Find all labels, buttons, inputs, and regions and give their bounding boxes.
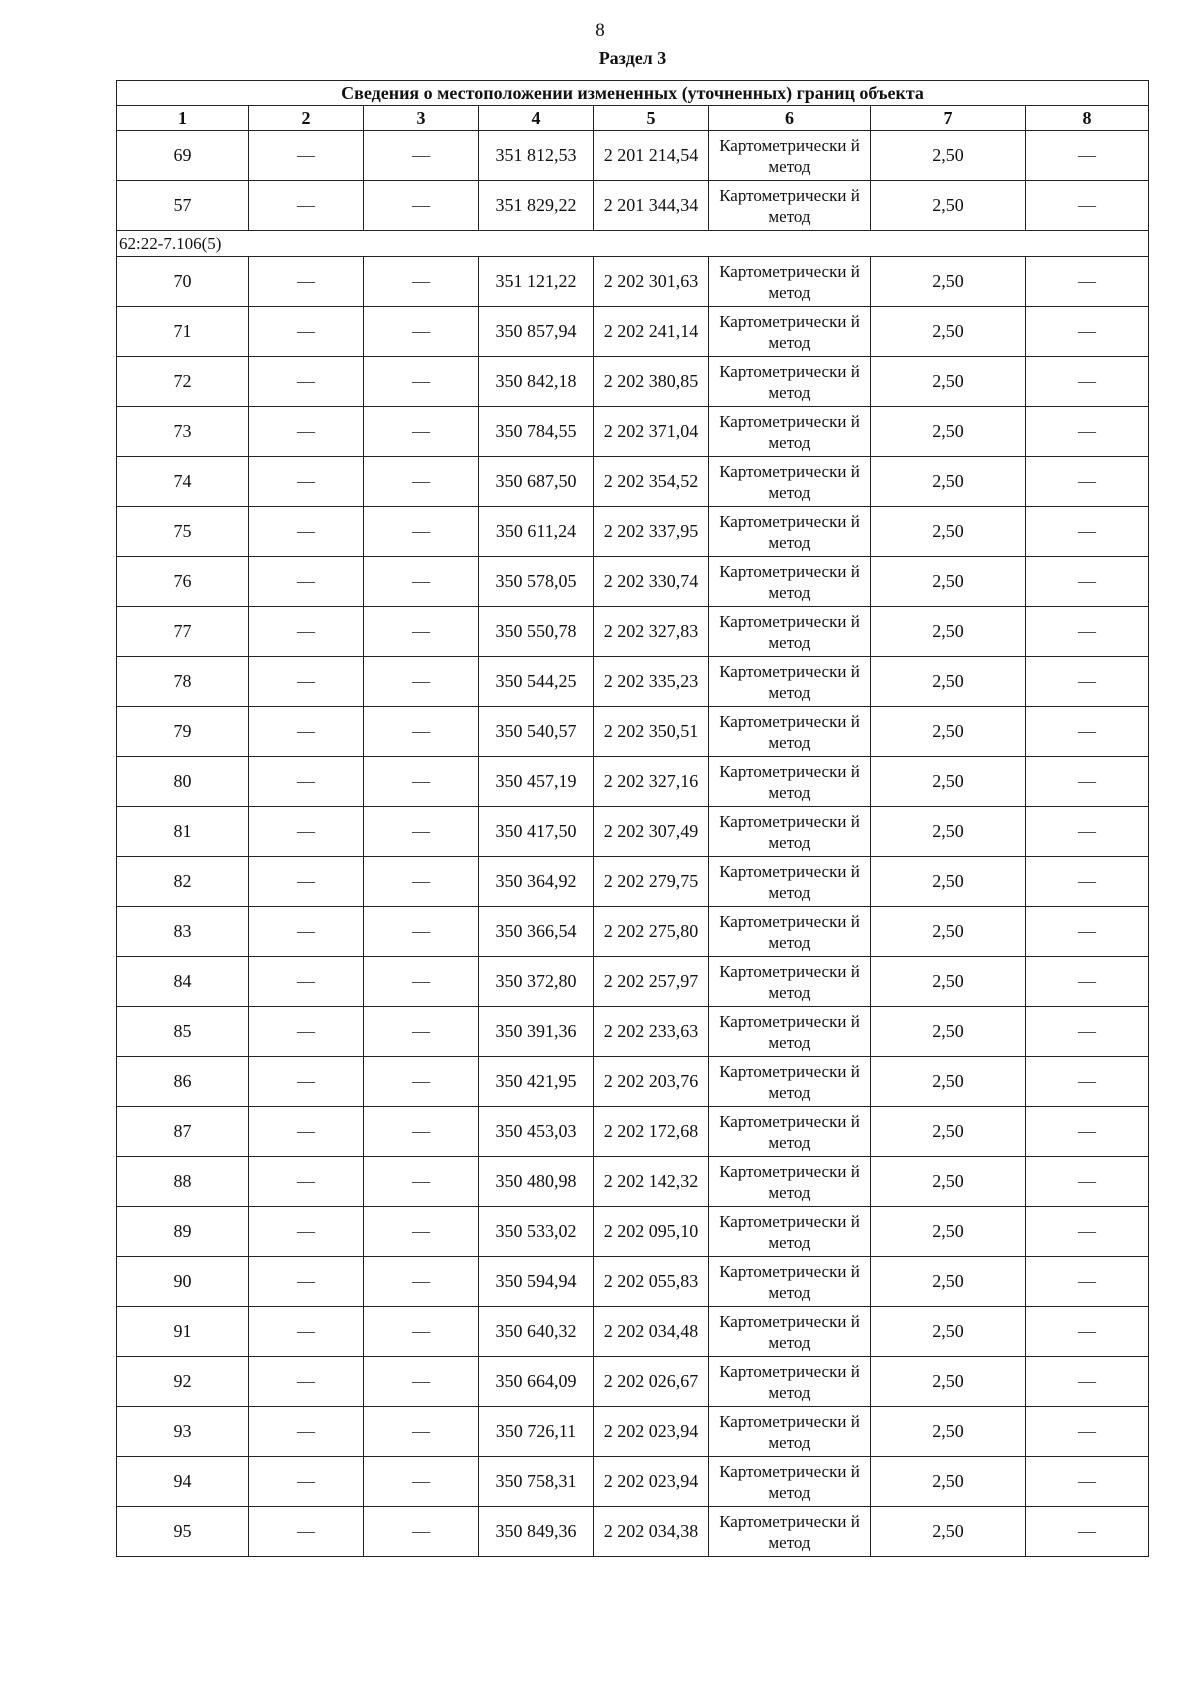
col2-cell: — xyxy=(249,957,364,1007)
coord-y-cell: 2 202 307,49 xyxy=(594,807,709,857)
group-label: 62:22-7.106(5) xyxy=(117,231,1149,257)
col2-cell: — xyxy=(249,1407,364,1457)
boundary-coordinates-table xyxy=(116,80,1149,1557)
coord-y-cell: 2 202 335,23 xyxy=(594,657,709,707)
method-cell: Картометрически й метод xyxy=(709,257,871,307)
accuracy-cell: 2,50 xyxy=(871,407,1026,457)
coord-y-cell: 2 202 279,75 xyxy=(594,857,709,907)
col2-cell: — xyxy=(249,131,364,181)
coord-x-cell: 350 366,54 xyxy=(479,907,594,957)
col3-cell: — xyxy=(364,1257,479,1307)
col3-cell: — xyxy=(364,407,479,457)
col8-cell: — xyxy=(1026,257,1149,307)
col8-cell: — xyxy=(1026,1407,1149,1457)
accuracy-cell: 2,50 xyxy=(871,1107,1026,1157)
col8-cell: — xyxy=(1026,131,1149,181)
coord-y-cell: 2 202 330,74 xyxy=(594,557,709,607)
point-number-cell: 89 xyxy=(117,1207,249,1257)
coord-y-cell: 2 202 257,97 xyxy=(594,957,709,1007)
col8-cell: — xyxy=(1026,457,1149,507)
point-number-cell: 75 xyxy=(117,507,249,557)
accuracy-cell: 2,50 xyxy=(871,857,1026,907)
col3-cell: — xyxy=(364,1107,479,1157)
table-row xyxy=(117,357,1149,407)
accuracy-cell: 2,50 xyxy=(871,607,1026,657)
table-row xyxy=(117,907,1149,957)
point-number-cell: 93 xyxy=(117,1407,249,1457)
table-row xyxy=(117,1457,1149,1507)
coord-y-cell: 2 202 380,85 xyxy=(594,357,709,407)
table-row xyxy=(117,557,1149,607)
coord-x-cell: 350 611,24 xyxy=(479,507,594,557)
table-row xyxy=(117,1257,1149,1307)
accuracy-cell: 2,50 xyxy=(871,1157,1026,1207)
col2-cell: — xyxy=(249,507,364,557)
coord-y-cell: 2 201 344,34 xyxy=(594,181,709,231)
accuracy-cell: 2,50 xyxy=(871,957,1026,1007)
col8-cell: — xyxy=(1026,707,1149,757)
column-number: 1 xyxy=(117,106,249,131)
accuracy-cell: 2,50 xyxy=(871,181,1026,231)
method-cell: Картометрически й метод xyxy=(709,507,871,557)
col3-cell: — xyxy=(364,257,479,307)
method-cell: Картометрически й метод xyxy=(709,1057,871,1107)
coord-x-cell: 350 421,95 xyxy=(479,1057,594,1107)
coord-y-cell: 2 202 172,68 xyxy=(594,1107,709,1157)
group-row xyxy=(117,231,1149,257)
accuracy-cell: 2,50 xyxy=(871,907,1026,957)
table-row xyxy=(117,957,1149,1007)
accuracy-cell: 2,50 xyxy=(871,1507,1026,1557)
col3-cell: — xyxy=(364,357,479,407)
point-number-cell: 86 xyxy=(117,1057,249,1107)
coord-x-cell: 350 758,31 xyxy=(479,1457,594,1507)
accuracy-cell: 2,50 xyxy=(871,1207,1026,1257)
table-body xyxy=(117,131,1149,1557)
col2-cell: — xyxy=(249,357,364,407)
col8-cell: — xyxy=(1026,907,1149,957)
col2-cell: — xyxy=(249,307,364,357)
method-cell: Картометрически й метод xyxy=(709,657,871,707)
col2-cell: — xyxy=(249,757,364,807)
accuracy-cell: 2,50 xyxy=(871,657,1026,707)
table-row xyxy=(117,607,1149,657)
point-number-cell: 71 xyxy=(117,307,249,357)
col8-cell: — xyxy=(1026,1207,1149,1257)
coord-y-cell: 2 202 142,32 xyxy=(594,1157,709,1207)
method-cell: Картометрически й метод xyxy=(709,1457,871,1507)
col3-cell: — xyxy=(364,1007,479,1057)
coord-y-cell: 2 202 055,83 xyxy=(594,1257,709,1307)
point-number-cell: 69 xyxy=(117,131,249,181)
col3-cell: — xyxy=(364,1357,479,1407)
accuracy-cell: 2,50 xyxy=(871,807,1026,857)
method-cell: Картометрически й метод xyxy=(709,957,871,1007)
col3-cell: — xyxy=(364,1457,479,1507)
coord-y-cell: 2 202 327,83 xyxy=(594,607,709,657)
accuracy-cell: 2,50 xyxy=(871,257,1026,307)
accuracy-cell: 2,50 xyxy=(871,1057,1026,1107)
point-number-cell: 72 xyxy=(117,357,249,407)
method-cell: Картометрически й метод xyxy=(709,1257,871,1307)
accuracy-cell: 2,50 xyxy=(871,457,1026,507)
point-number-cell: 76 xyxy=(117,557,249,607)
col3-cell: — xyxy=(364,507,479,557)
col3-cell: — xyxy=(364,1057,479,1107)
col2-cell: — xyxy=(249,1507,364,1557)
col8-cell: — xyxy=(1026,1457,1149,1507)
col8-cell: — xyxy=(1026,657,1149,707)
col3-cell: — xyxy=(364,1307,479,1357)
method-cell: Картометрически й метод xyxy=(709,707,871,757)
method-cell: Картометрически й метод xyxy=(709,557,871,607)
col3-cell: — xyxy=(364,657,479,707)
col3-cell: — xyxy=(364,557,479,607)
method-cell: Картометрически й метод xyxy=(709,1207,871,1257)
coord-y-cell: 2 202 026,67 xyxy=(594,1357,709,1407)
method-cell: Картометрически й метод xyxy=(709,1357,871,1407)
method-cell: Картометрически й метод xyxy=(709,1407,871,1457)
accuracy-cell: 2,50 xyxy=(871,1257,1026,1307)
accuracy-cell: 2,50 xyxy=(871,1007,1026,1057)
coord-x-cell: 350 842,18 xyxy=(479,357,594,407)
point-number-cell: 95 xyxy=(117,1507,249,1557)
coord-y-cell: 2 202 241,14 xyxy=(594,307,709,357)
coord-y-cell: 2 202 023,94 xyxy=(594,1457,709,1507)
accuracy-cell: 2,50 xyxy=(871,1407,1026,1457)
table-row xyxy=(117,657,1149,707)
point-number-cell: 81 xyxy=(117,807,249,857)
col3-cell: — xyxy=(364,707,479,757)
table-row xyxy=(117,1157,1149,1207)
col8-cell: — xyxy=(1026,757,1149,807)
col2-cell: — xyxy=(249,1307,364,1357)
point-number-cell: 57 xyxy=(117,181,249,231)
point-number-cell: 73 xyxy=(117,407,249,457)
column-number: 5 xyxy=(594,106,709,131)
coord-x-cell: 351 829,22 xyxy=(479,181,594,231)
col8-cell: — xyxy=(1026,607,1149,657)
coord-y-cell: 2 202 203,76 xyxy=(594,1057,709,1107)
col3-cell: — xyxy=(364,957,479,1007)
coord-x-cell: 351 121,22 xyxy=(479,257,594,307)
table-row xyxy=(117,857,1149,907)
coord-x-cell: 350 726,11 xyxy=(479,1407,594,1457)
col2-cell: — xyxy=(249,1157,364,1207)
point-number-cell: 83 xyxy=(117,907,249,957)
col8-cell: — xyxy=(1026,1057,1149,1107)
method-cell: Картометрически й метод xyxy=(709,407,871,457)
table-row xyxy=(117,181,1149,231)
table-row xyxy=(117,407,1149,457)
coord-x-cell: 350 457,19 xyxy=(479,757,594,807)
coord-y-cell: 2 202 337,95 xyxy=(594,507,709,557)
col8-cell: — xyxy=(1026,1307,1149,1357)
method-cell: Картометрически й метод xyxy=(709,1157,871,1207)
col2-cell: — xyxy=(249,407,364,457)
col2-cell: — xyxy=(249,707,364,757)
col3-cell: — xyxy=(364,757,479,807)
col2-cell: — xyxy=(249,857,364,907)
coord-x-cell: 350 594,94 xyxy=(479,1257,594,1307)
table-row xyxy=(117,1507,1149,1557)
table-row xyxy=(117,1307,1149,1357)
col2-cell: — xyxy=(249,1457,364,1507)
col8-cell: — xyxy=(1026,307,1149,357)
coord-x-cell: 350 664,09 xyxy=(479,1357,594,1407)
coord-x-cell: 350 417,50 xyxy=(479,807,594,857)
col3-cell: — xyxy=(364,1207,479,1257)
method-cell: Картометрически й метод xyxy=(709,1507,871,1557)
table-row xyxy=(117,507,1149,557)
table-row xyxy=(117,457,1149,507)
col3-cell: — xyxy=(364,607,479,657)
coord-y-cell: 2 202 301,63 xyxy=(594,257,709,307)
col8-cell: — xyxy=(1026,1007,1149,1057)
method-cell: Картометрически й метод xyxy=(709,807,871,857)
method-cell: Картометрически й метод xyxy=(709,357,871,407)
method-cell: Картометрически й метод xyxy=(709,1007,871,1057)
coord-y-cell: 2 202 350,51 xyxy=(594,707,709,757)
col3-cell: — xyxy=(364,1157,479,1207)
table-row xyxy=(117,1007,1149,1057)
col8-cell: — xyxy=(1026,957,1149,1007)
accuracy-cell: 2,50 xyxy=(871,507,1026,557)
accuracy-cell: 2,50 xyxy=(871,757,1026,807)
col3-cell: — xyxy=(364,907,479,957)
coord-y-cell: 2 202 371,04 xyxy=(594,407,709,457)
column-number: 6 xyxy=(709,106,871,131)
coord-y-cell: 2 202 023,94 xyxy=(594,1407,709,1457)
col2-cell: — xyxy=(249,557,364,607)
point-number-cell: 94 xyxy=(117,1457,249,1507)
method-cell: Картометрически й метод xyxy=(709,857,871,907)
accuracy-cell: 2,50 xyxy=(871,131,1026,181)
coord-x-cell: 350 578,05 xyxy=(479,557,594,607)
col8-cell: — xyxy=(1026,807,1149,857)
col8-cell: — xyxy=(1026,407,1149,457)
column-number: 8 xyxy=(1026,106,1149,131)
table-row xyxy=(117,307,1149,357)
col2-cell: — xyxy=(249,807,364,857)
col8-cell: — xyxy=(1026,1507,1149,1557)
col2-cell: — xyxy=(249,657,364,707)
column-number: 3 xyxy=(364,106,479,131)
table-row xyxy=(117,131,1149,181)
table-row xyxy=(117,757,1149,807)
method-cell: Картометрически й метод xyxy=(709,757,871,807)
accuracy-cell: 2,50 xyxy=(871,707,1026,757)
col2-cell: — xyxy=(249,1207,364,1257)
col3-cell: — xyxy=(364,857,479,907)
coord-x-cell: 350 364,92 xyxy=(479,857,594,907)
column-number: 2 xyxy=(249,106,364,131)
coord-x-cell: 350 372,80 xyxy=(479,957,594,1007)
coord-y-cell: 2 202 034,48 xyxy=(594,1307,709,1357)
col3-cell: — xyxy=(364,131,479,181)
coord-x-cell: 350 540,57 xyxy=(479,707,594,757)
coord-y-cell: 2 202 354,52 xyxy=(594,457,709,507)
col2-cell: — xyxy=(249,457,364,507)
coord-y-cell: 2 202 327,16 xyxy=(594,757,709,807)
coord-x-cell: 350 533,02 xyxy=(479,1207,594,1257)
point-number-cell: 74 xyxy=(117,457,249,507)
col8-cell: — xyxy=(1026,507,1149,557)
point-number-cell: 78 xyxy=(117,657,249,707)
method-cell: Картометрически й метод xyxy=(709,1307,871,1357)
col8-cell: — xyxy=(1026,1107,1149,1157)
point-number-cell: 70 xyxy=(117,257,249,307)
table-row xyxy=(117,1107,1149,1157)
col3-cell: — xyxy=(364,307,479,357)
col8-cell: — xyxy=(1026,1257,1149,1307)
col3-cell: — xyxy=(364,1407,479,1457)
table-row xyxy=(117,1407,1149,1457)
table-row xyxy=(117,1357,1149,1407)
point-number-cell: 87 xyxy=(117,1107,249,1157)
column-number: 4 xyxy=(479,106,594,131)
point-number-cell: 77 xyxy=(117,607,249,657)
table-row xyxy=(117,807,1149,857)
accuracy-cell: 2,50 xyxy=(871,357,1026,407)
table-row xyxy=(117,257,1149,307)
accuracy-cell: 2,50 xyxy=(871,557,1026,607)
point-number-cell: 85 xyxy=(117,1007,249,1057)
coord-x-cell: 350 849,36 xyxy=(479,1507,594,1557)
method-cell: Картометрически й метод xyxy=(709,181,871,231)
col3-cell: — xyxy=(364,457,479,507)
col8-cell: — xyxy=(1026,181,1149,231)
accuracy-cell: 2,50 xyxy=(871,1357,1026,1407)
accuracy-cell: 2,50 xyxy=(871,1457,1026,1507)
coord-x-cell: 350 857,94 xyxy=(479,307,594,357)
col2-cell: — xyxy=(249,607,364,657)
method-cell: Картометрически й метод xyxy=(709,457,871,507)
point-number-cell: 88 xyxy=(117,1157,249,1207)
coord-x-cell: 350 784,55 xyxy=(479,407,594,457)
point-number-cell: 84 xyxy=(117,957,249,1007)
coord-y-cell: 2 202 233,63 xyxy=(594,1007,709,1057)
table-row xyxy=(117,1207,1149,1257)
accuracy-cell: 2,50 xyxy=(871,1307,1026,1357)
col8-cell: — xyxy=(1026,557,1149,607)
accuracy-cell: 2,50 xyxy=(871,307,1026,357)
col3-cell: — xyxy=(364,181,479,231)
section-title: Раздел 3 xyxy=(598,48,667,68)
col3-cell: — xyxy=(364,1507,479,1557)
point-number-cell: 90 xyxy=(117,1257,249,1307)
coord-x-cell: 351 812,53 xyxy=(479,131,594,181)
coord-x-cell: 350 544,25 xyxy=(479,657,594,707)
method-cell: Картометрически й метод xyxy=(709,607,871,657)
coord-x-cell: 350 640,32 xyxy=(479,1307,594,1357)
table-row xyxy=(117,1057,1149,1107)
coord-x-cell: 350 391,36 xyxy=(479,1007,594,1057)
coord-x-cell: 350 550,78 xyxy=(479,607,594,657)
coord-y-cell: 2 201 214,54 xyxy=(594,131,709,181)
col2-cell: — xyxy=(249,907,364,957)
method-cell: Картометрически й метод xyxy=(709,1107,871,1157)
point-number-cell: 79 xyxy=(117,707,249,757)
method-cell: Картометрически й метод xyxy=(709,131,871,181)
col8-cell: — xyxy=(1026,857,1149,907)
coord-y-cell: 2 202 034,38 xyxy=(594,1507,709,1557)
table-title-row xyxy=(117,81,1149,106)
coord-x-cell: 350 453,03 xyxy=(479,1107,594,1157)
point-number-cell: 92 xyxy=(117,1357,249,1407)
col2-cell: — xyxy=(249,257,364,307)
method-cell: Картометрически й метод xyxy=(709,307,871,357)
point-number-cell: 91 xyxy=(117,1307,249,1357)
col8-cell: — xyxy=(1026,1357,1149,1407)
table-title: Сведения о местоположении измененных (уточненных) границ объекта xyxy=(117,81,1149,106)
col2-cell: — xyxy=(249,1357,364,1407)
column-number: 7 xyxy=(871,106,1026,131)
col3-cell: — xyxy=(364,807,479,857)
coord-x-cell: 350 687,50 xyxy=(479,457,594,507)
col2-cell: — xyxy=(249,1007,364,1057)
col2-cell: — xyxy=(249,1107,364,1157)
col2-cell: — xyxy=(249,181,364,231)
col2-cell: — xyxy=(249,1057,364,1107)
point-number-cell: 82 xyxy=(117,857,249,907)
col8-cell: — xyxy=(1026,357,1149,407)
column-number-row xyxy=(117,106,1149,131)
col2-cell: — xyxy=(249,1257,364,1307)
coord-y-cell: 2 202 275,80 xyxy=(594,907,709,957)
col8-cell: — xyxy=(1026,1157,1149,1207)
method-cell: Картометрически й метод xyxy=(709,907,871,957)
point-number-cell: 80 xyxy=(117,757,249,807)
coord-y-cell: 2 202 095,10 xyxy=(594,1207,709,1257)
coord-x-cell: 350 480,98 xyxy=(479,1157,594,1207)
page-number: 8 xyxy=(595,20,605,41)
table-row xyxy=(117,707,1149,757)
